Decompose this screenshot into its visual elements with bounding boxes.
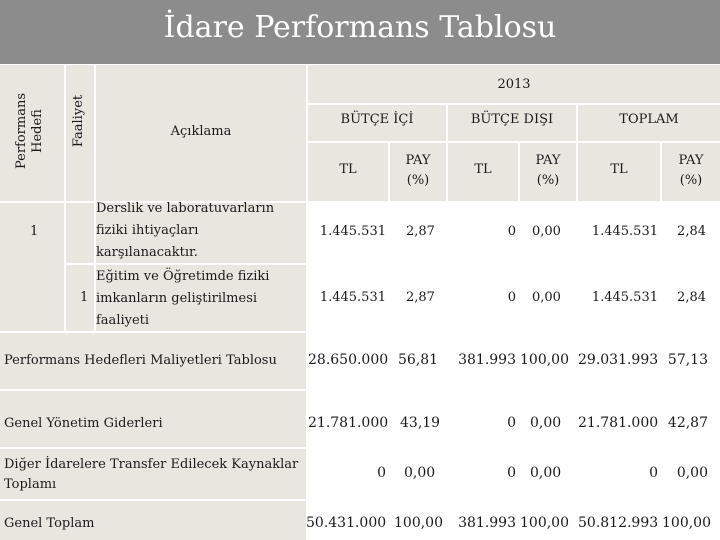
summary1-tl-butce-ici: 28.650.000 xyxy=(308,352,389,368)
header-tl-butce-disi: TL xyxy=(474,162,492,177)
summary1-pay-toplam: 57,13 xyxy=(667,352,708,368)
header-toplam: TOPLAM xyxy=(619,112,679,127)
summary1-label: Performans Hedefleri Maliyetleri Tablosu xyxy=(4,353,277,368)
summary3-tl-toplam: 0 xyxy=(649,465,658,481)
summary4-pay-toplam: 100,00 xyxy=(662,515,711,531)
row2-tl-toplam: 1.445.531 xyxy=(591,290,658,305)
row1-pay-butce-disi: 0,00 xyxy=(532,224,561,239)
summary4-tl-toplam: 50.812.993 xyxy=(578,515,659,531)
summary4-pay-butce-disi: 100,00 xyxy=(520,515,569,531)
summary3-pay-toplam: 0,00 xyxy=(676,465,708,481)
summary4-label: Genel Toplam xyxy=(4,516,95,531)
header-pay-butce-disi: PAY (%) xyxy=(535,153,561,188)
row2-aciklama: Eğitim ve Öğretimde fiziki imkanların geliştirilmesi faaliyeti xyxy=(96,269,270,328)
header-butce-disi: BÜTÇE DIŞI xyxy=(470,112,554,127)
summary1-tl-butce-disi: 381.993 xyxy=(458,352,516,368)
summary2-label: Genel Yönetim Giderleri xyxy=(4,416,163,431)
row1-tl-butce-disi: 0 xyxy=(507,224,516,239)
summary2-pay-toplam: 42,87 xyxy=(667,415,708,431)
row1-pay-toplam: 2,84 xyxy=(677,224,706,239)
summary2-tl-butce-ici: 21.781.000 xyxy=(308,415,389,431)
header-pay-toplam: PAY (%) xyxy=(678,153,704,188)
row2-pay-butce-disi: 0,00 xyxy=(532,290,561,305)
row1-hedef-cell xyxy=(0,203,64,331)
summary3-tl-butce-ici: 0 xyxy=(377,465,386,481)
summary1-pay-butce-disi: 100,00 xyxy=(520,352,569,368)
row2-pay-butce-ici: 2,87 xyxy=(406,290,435,305)
row1-tl-toplam: 1.445.531 xyxy=(591,224,658,239)
summary3-tl-butce-disi: 0 xyxy=(507,465,516,481)
summary3-pay-butce-ici: 0,00 xyxy=(404,465,436,481)
summary1-pay-butce-ici: 56,81 xyxy=(398,352,439,368)
summary3-label: Diğer İdarelere Transfer Edilecek Kaynaklar Toplamı xyxy=(4,457,299,492)
row1-aciklama: Derslik ve laboratuvarların fiziki ihtiyaçları karşılanacaktır. xyxy=(96,201,275,260)
header-faaliyet: Faaliyet xyxy=(71,94,86,148)
summary4-pay-butce-ici: 100,00 xyxy=(394,515,443,531)
header-aciklama: Açıklama xyxy=(170,124,232,139)
row1-tl-butce-ici: 1.445.531 xyxy=(319,224,386,239)
summary2-pay-butce-disi: 0,00 xyxy=(530,415,562,431)
row2-tl-butce-disi: 0 xyxy=(507,290,516,305)
row1-pay-butce-ici: 2,87 xyxy=(406,224,435,239)
page-title: İdare Performans Tablosu xyxy=(163,10,557,45)
summary3-pay-butce-disi: 0,00 xyxy=(530,465,562,481)
row1-faaliyet-cell xyxy=(66,203,94,263)
header-year: 2013 xyxy=(497,77,531,92)
summary2-pay-butce-ici: 43,19 xyxy=(400,415,441,431)
header-pay-butce-ici: PAY (%) xyxy=(405,153,431,188)
summary2-tl-toplam: 21.781.000 xyxy=(578,415,659,431)
row2-faaliyet: 1 xyxy=(80,290,89,305)
summary2-tl-butce-disi: 0 xyxy=(507,415,516,431)
header-tl-toplam: TL xyxy=(610,162,628,177)
summary4-tl-butce-ici: 50.431.000 xyxy=(306,515,387,531)
summary4-tl-butce-disi: 381.993 xyxy=(458,515,516,531)
header-butce-ici: BÜTÇE İÇİ xyxy=(340,112,414,127)
header-performans-hedefi: Performans Hedefi xyxy=(14,92,45,170)
summary1-tl-toplam: 29.031.993 xyxy=(578,352,659,368)
row2-pay-toplam: 2,84 xyxy=(677,290,706,305)
row2-tl-butce-ici: 1.445.531 xyxy=(319,290,386,305)
header-tl-butce-ici: TL xyxy=(339,162,357,177)
row1-hedef: 1 xyxy=(30,224,39,239)
